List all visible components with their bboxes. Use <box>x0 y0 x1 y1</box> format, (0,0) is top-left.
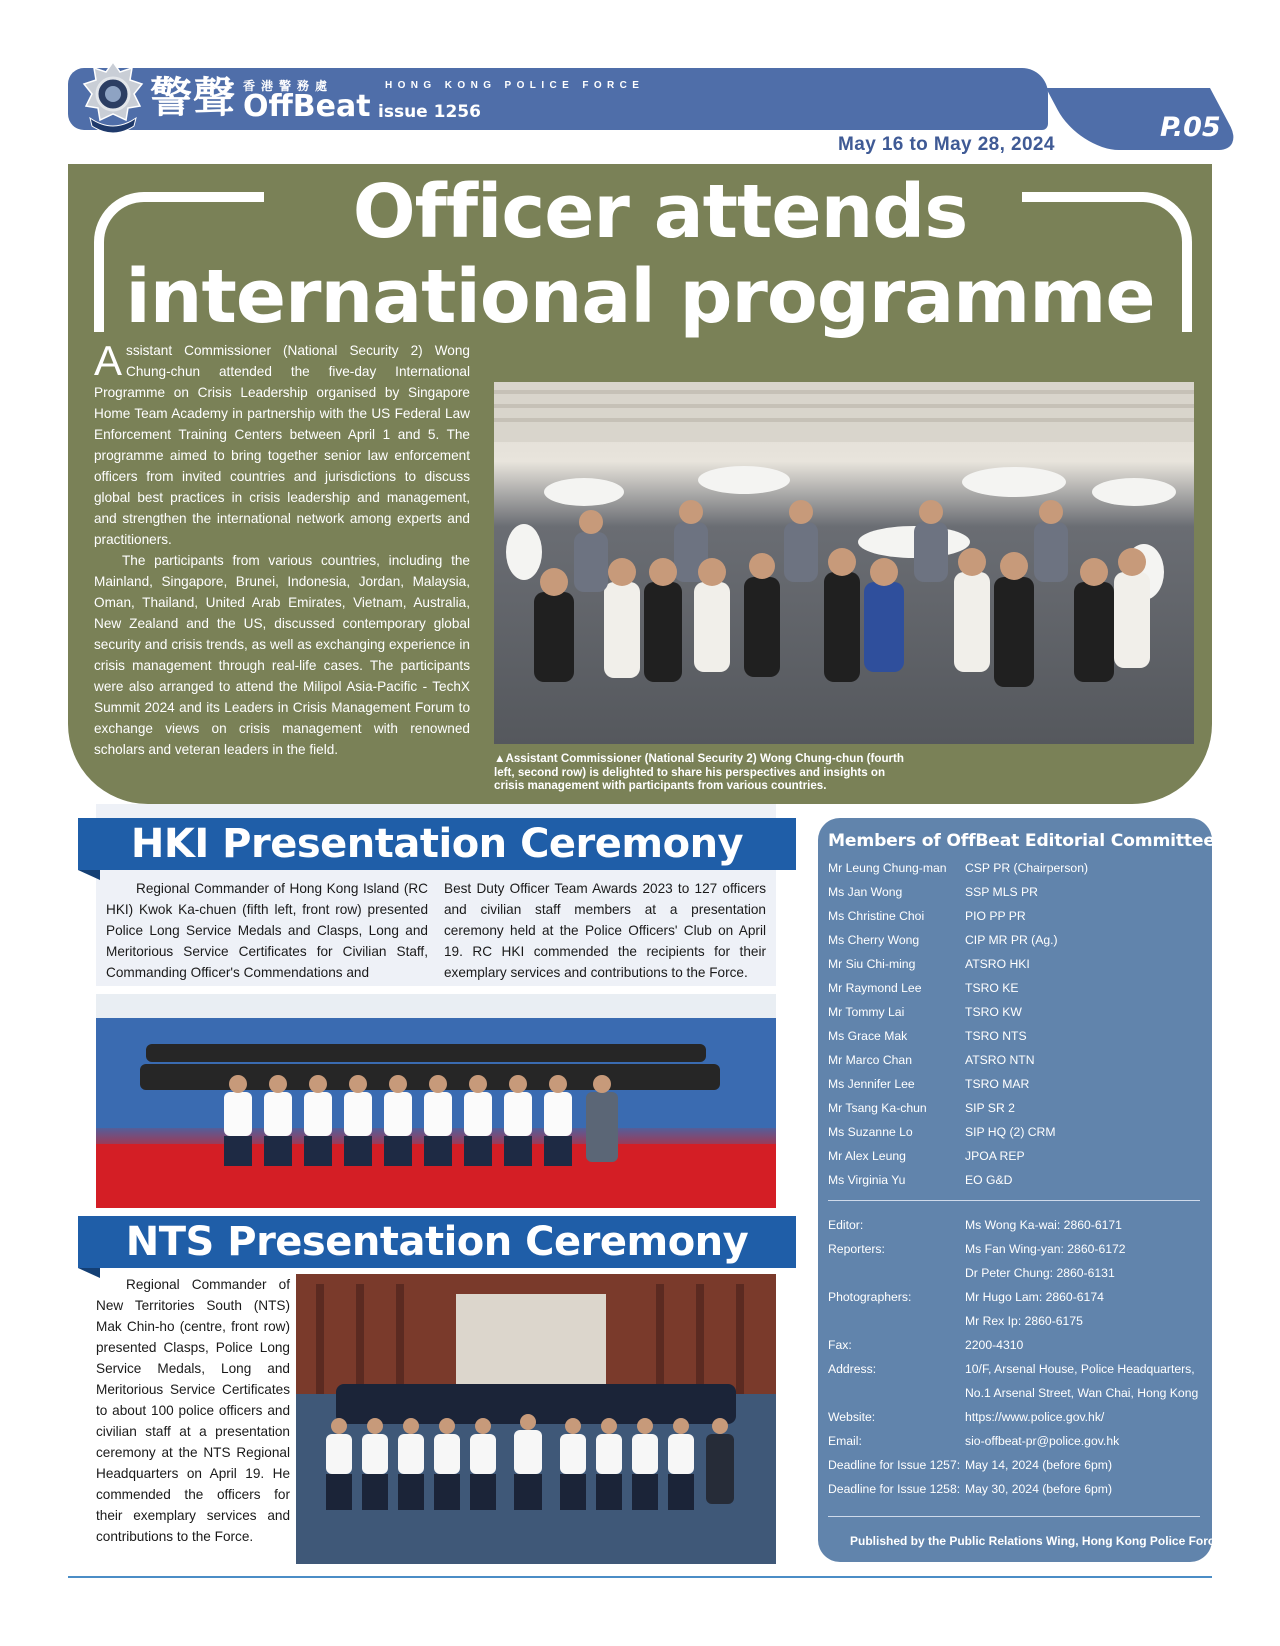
panel-divider <box>828 1200 1200 1201</box>
drop-cap: A <box>94 337 123 384</box>
footer-rule <box>68 1576 1212 1578</box>
nts-text: Regional Commander of New Territories South (NTS) Mak Chin-ho (centre, front row) presented Clasps, Police Long Service Medals, Long and Meritorious Service Certificates to about 100 police officers and civilian staff at a presentation ceremony at the NTS Regional Headquarters on April 19. He commended the officers for their exemplary services and contributions to the Force. <box>96 1277 290 1544</box>
editorial-committee-panel <box>818 818 1212 1562</box>
lead-paragraph-2: The participants from various countries, including the Mainland, Singapore, Brunei, Indonesia, Jordan, Malaysia, Oman, Thailand, United Arab Emirates, Vietnam, Australia, New Zealand and the US, discussed contemporary global security and crisis trends, as well as exchanging experience in crisis management through real-life cases. The participants were also arranged to attend the Milipol Asia-Pacific - TechX Summit 2024 and its Leaders in Crisis Management Forum to exchange views on crisis management with renowned scholars and veteran leaders in the field. <box>94 553 470 757</box>
page-number: P.05 <box>1160 112 1221 143</box>
lead-group-photo <box>494 382 1194 744</box>
panel-divider <box>828 1516 1200 1517</box>
email-link[interactable]: sio-offbeat-pr@police.gov.hk <box>965 1434 1120 1448</box>
force-name: HONG KONG POLICE FORCE <box>385 80 645 91</box>
published-by: Published by the Public Relations Wing, Hong Kong Police Force <box>850 1534 1222 1548</box>
hki-group-photo <box>96 994 776 1208</box>
logo-chinese-small: 香港警務處 <box>243 79 334 93</box>
website-link[interactable]: https://www.police.gov.hk/ <box>965 1410 1105 1424</box>
lead-photo-caption: ▲Assistant Commissioner (National Security 2) Wong Chung-chun (fourth left, second row) is delighted to share his perspectives and insights on crisis management with participants from various countries. <box>494 752 904 792</box>
lead-title-line1: Officer attends <box>352 169 968 255</box>
hki-photo-scene <box>96 994 776 1208</box>
lead-paragraph-1: ssistant Commissioner (National Security 2) Wong Chung-chun attended the five-day International Programme on Crisis Leadership organised by Singapore Home Team Academy in partnership with the US Federal Law Enforcement Training Centers between April 1 and 5. The programme aimed to bring together senior law enforcement officers from invited countries and jurisdictions to discuss global best practices in crisis leadership and management, and strengthen the international network among experts and practitioners. <box>94 343 470 547</box>
logo-english: OffBeat <box>243 89 371 124</box>
logo-chinese: 警聲 <box>150 73 237 122</box>
nts-photo-scene <box>296 1274 776 1564</box>
nts-group-photo <box>296 1274 776 1564</box>
hki-section-title: HKI Presentation Ceremony <box>78 818 796 870</box>
issue-number: issue 1256 <box>378 102 481 122</box>
lead-body <box>94 337 470 760</box>
lead-title-line2: international programme <box>125 254 1155 340</box>
hki-text-left: Regional Commander of Hong Kong Island (RC HKI) Kwok Ka-chuen (fifth left, front row) presented Police Long Service Medals and Clasps, Long and Meritorious Service Certificates for Civilian Staff, Commanding Officer's Commendations and <box>106 881 428 980</box>
lead-photo-scene <box>494 382 1194 744</box>
hki-text-right: Best Duty Officer Team Awards 2023 to 127 officers and civilian staff members at a presentation ceremony held at the Police Officers' Club on April 19. RC HKI commended the recipients for their exemplary services and contributions to the Force. <box>444 881 766 980</box>
nts-section-title: NTS Presentation Ceremony <box>78 1216 796 1268</box>
issue-date: May 16 to May 28, 2024 <box>838 134 1055 155</box>
committee-heading: Members of OffBeat Editorial Committee: <box>828 831 1222 851</box>
police-badge-icon <box>80 60 146 138</box>
